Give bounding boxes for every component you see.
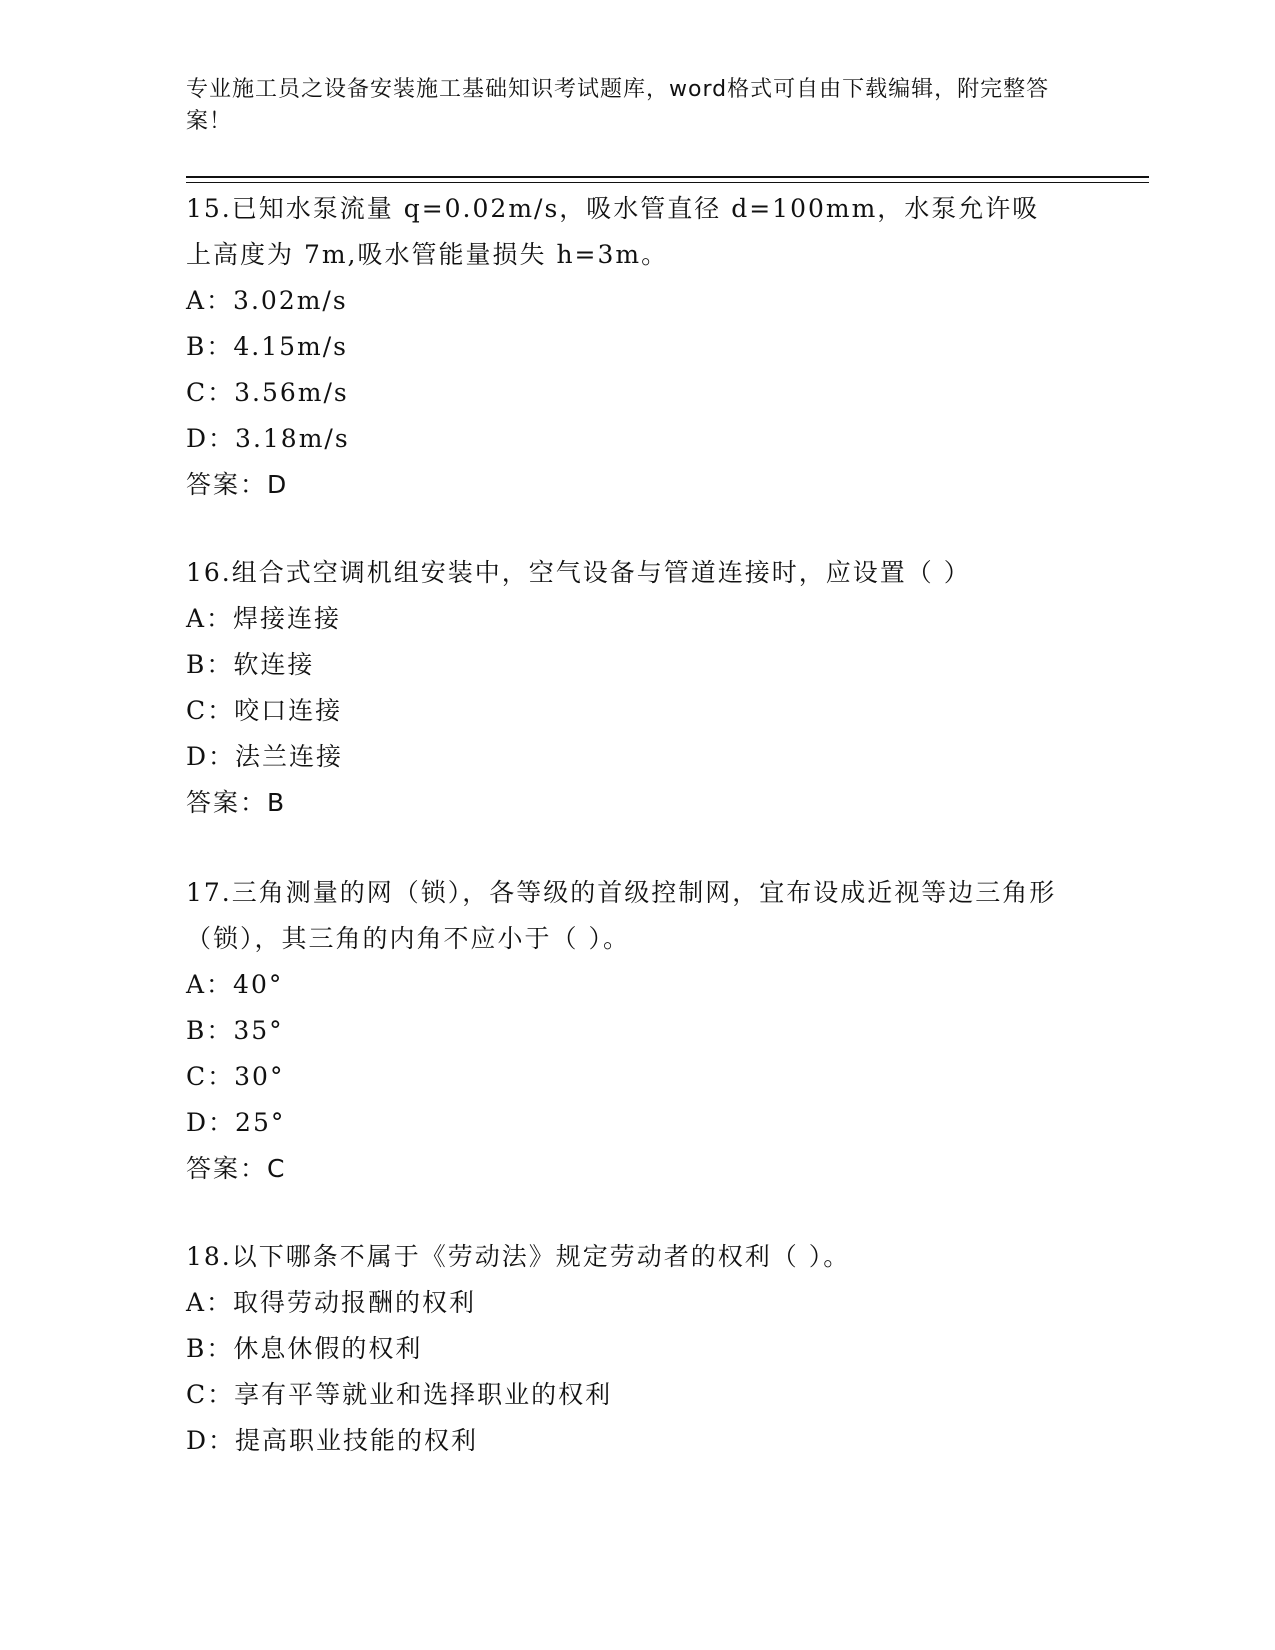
header-divider (186, 176, 1149, 178)
question-18 (186, 1234, 1086, 1464)
option-a: A：焊接连接 (186, 604, 342, 633)
header-divider-thin (186, 182, 1149, 183)
question-stem: 18.以下哪条不属于《劳动法》规定劳动者的权利（ ）。 (186, 1242, 851, 1271)
option-a: A：3.02m/s (186, 286, 348, 315)
option-c: C：3.56m/s (186, 378, 349, 407)
question-stem: 17.三角测量的网（锁），各等级的首级控制网，宜布设成近视等边三角形（锁），其三角的内角不应小于（ ）。 (186, 878, 1057, 953)
option-b: B：35° (186, 1016, 284, 1045)
option-a: A：取得劳动报酬的权利 (186, 1288, 477, 1317)
option-a: A：40° (186, 970, 284, 999)
option-c: C：30° (186, 1062, 285, 1091)
option-b: B：软连接 (186, 650, 315, 679)
answer: 答案：B (186, 788, 287, 817)
question-15 (186, 186, 1086, 508)
option-d: D：25° (186, 1108, 286, 1137)
option-c: C：咬口连接 (186, 696, 343, 725)
option-d: D：3.18m/s (186, 424, 350, 453)
option-d: D：提高职业技能的权利 (186, 1426, 479, 1455)
option-b: B：休息休假的权利 (186, 1334, 423, 1363)
question-stem: 16.组合式空调机组安装中，空气设备与管道连接时，应设置（ ） (186, 558, 971, 587)
document-header: 专业施工员之设备安装施工基础知识考试题库，word格式可自由下载编辑，附完整答案！ (186, 77, 1050, 134)
option-d: D：法兰连接 (186, 742, 344, 771)
question-17 (186, 870, 1086, 1192)
answer: 答案：D (186, 470, 289, 499)
option-b: B：4.15m/s (186, 332, 348, 361)
question-stem: 15.已知水泵流量 q=0.02m/s，吸水管直径 d=100mm，水泵允许吸上高度为 7m,吸水管能量损失 h=3m。 (186, 194, 1040, 269)
question-16 (186, 550, 1086, 826)
option-c: C：享有平等就业和选择职业的权利 (186, 1380, 613, 1409)
answer: 答案：C (186, 1154, 287, 1183)
